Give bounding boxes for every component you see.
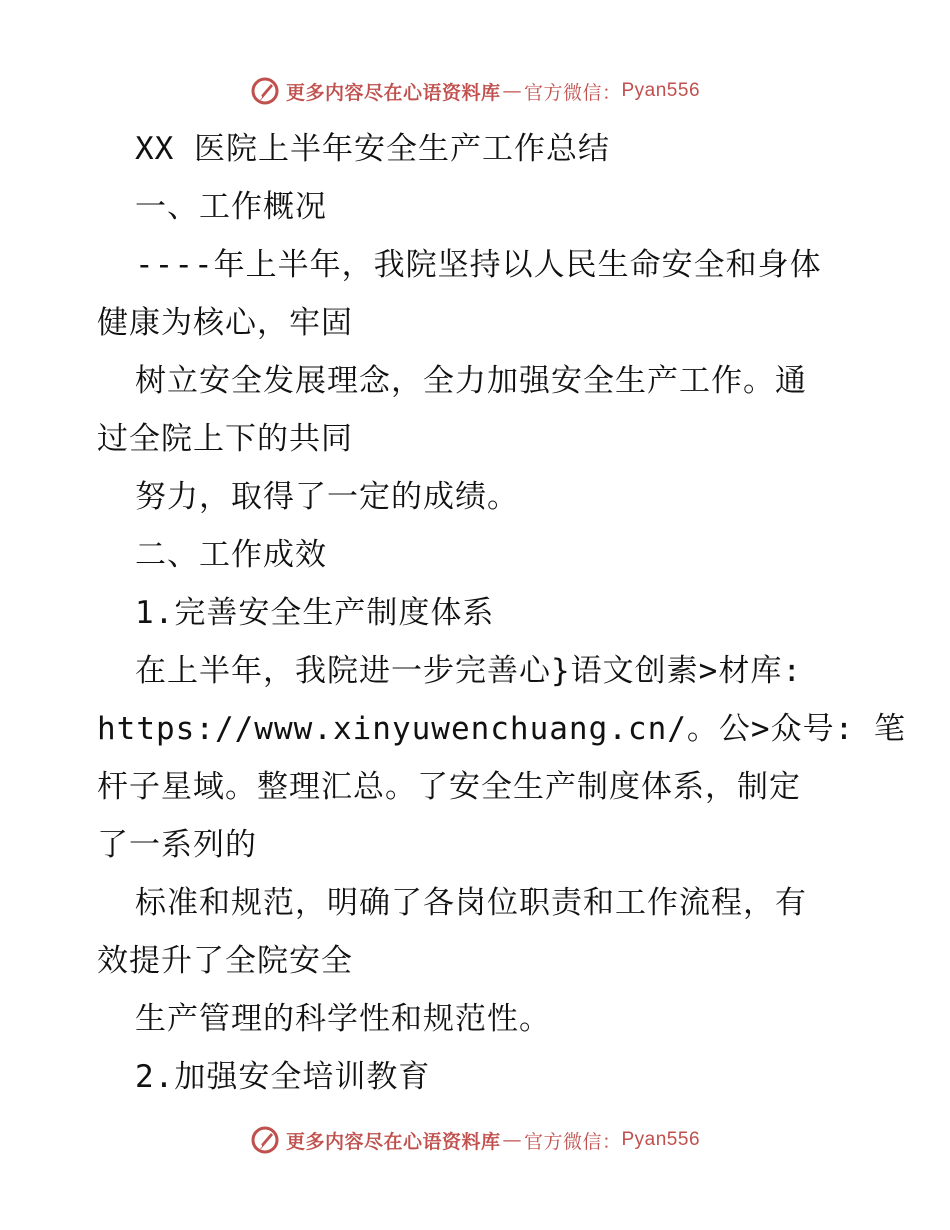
paragraph-line: 努力，取得了一定的成绩。	[135, 479, 519, 515]
paragraph-line: 杆子星域。整理汇总。了安全生产制度体系，制定	[97, 769, 801, 805]
section-heading-1: 一、工作概况	[135, 189, 327, 225]
header-watermark	[0, 71, 950, 111]
paragraph-line: 了一系列的	[97, 827, 257, 863]
watermark-title: 更多内容尽在心语资料库	[285, 81, 501, 104]
watermark-label: 官方微信：	[523, 1130, 622, 1153]
paragraph-line: 效提升了全院安全	[97, 943, 353, 979]
document-title: XX 医院上半年安全生产工作总结	[135, 131, 610, 167]
paragraph-line: 健康为核心，牢固	[97, 305, 353, 341]
paragraph-line: 生产管理的科学性和规范性。	[135, 1001, 551, 1037]
subsection-heading-2: 2.加强安全培训教育	[135, 1059, 431, 1095]
paragraph-line: 在上半年，我院进一步完善心}语文创素>材库:	[135, 653, 802, 689]
paragraph-line: 标准和规范，明确了各岗位职责和工作流程，有	[135, 885, 807, 921]
section-heading-2: 二、工作成效	[135, 537, 327, 573]
watermark-id: Pyan556	[621, 80, 701, 101]
watermark-separator: —	[502, 80, 522, 102]
watermark-label: 官方微信：	[523, 81, 622, 104]
subsection-heading-1: 1.完善安全生产制度体系	[135, 595, 495, 631]
document-body	[97, 120, 906, 1106]
pen-logo-icon	[250, 76, 280, 106]
pen-logo-icon	[250, 1125, 280, 1155]
watermark-id: Pyan556	[621, 1129, 701, 1150]
watermark-title: 更多内容尽在心语资料库	[285, 1130, 501, 1153]
paragraph-line: https://www.xinyuwenchuang.cn/。公>众号: 笔	[97, 711, 906, 747]
paragraph-line: ----年上半年，我院坚持以人民生命安全和身体	[135, 247, 822, 283]
watermark-separator: —	[502, 1129, 522, 1151]
footer-watermark	[0, 1120, 950, 1160]
paragraph-line: 树立安全发展理念，全力加强安全生产工作。通	[135, 363, 807, 399]
paragraph-line: 过全院上下的共同	[97, 421, 353, 457]
